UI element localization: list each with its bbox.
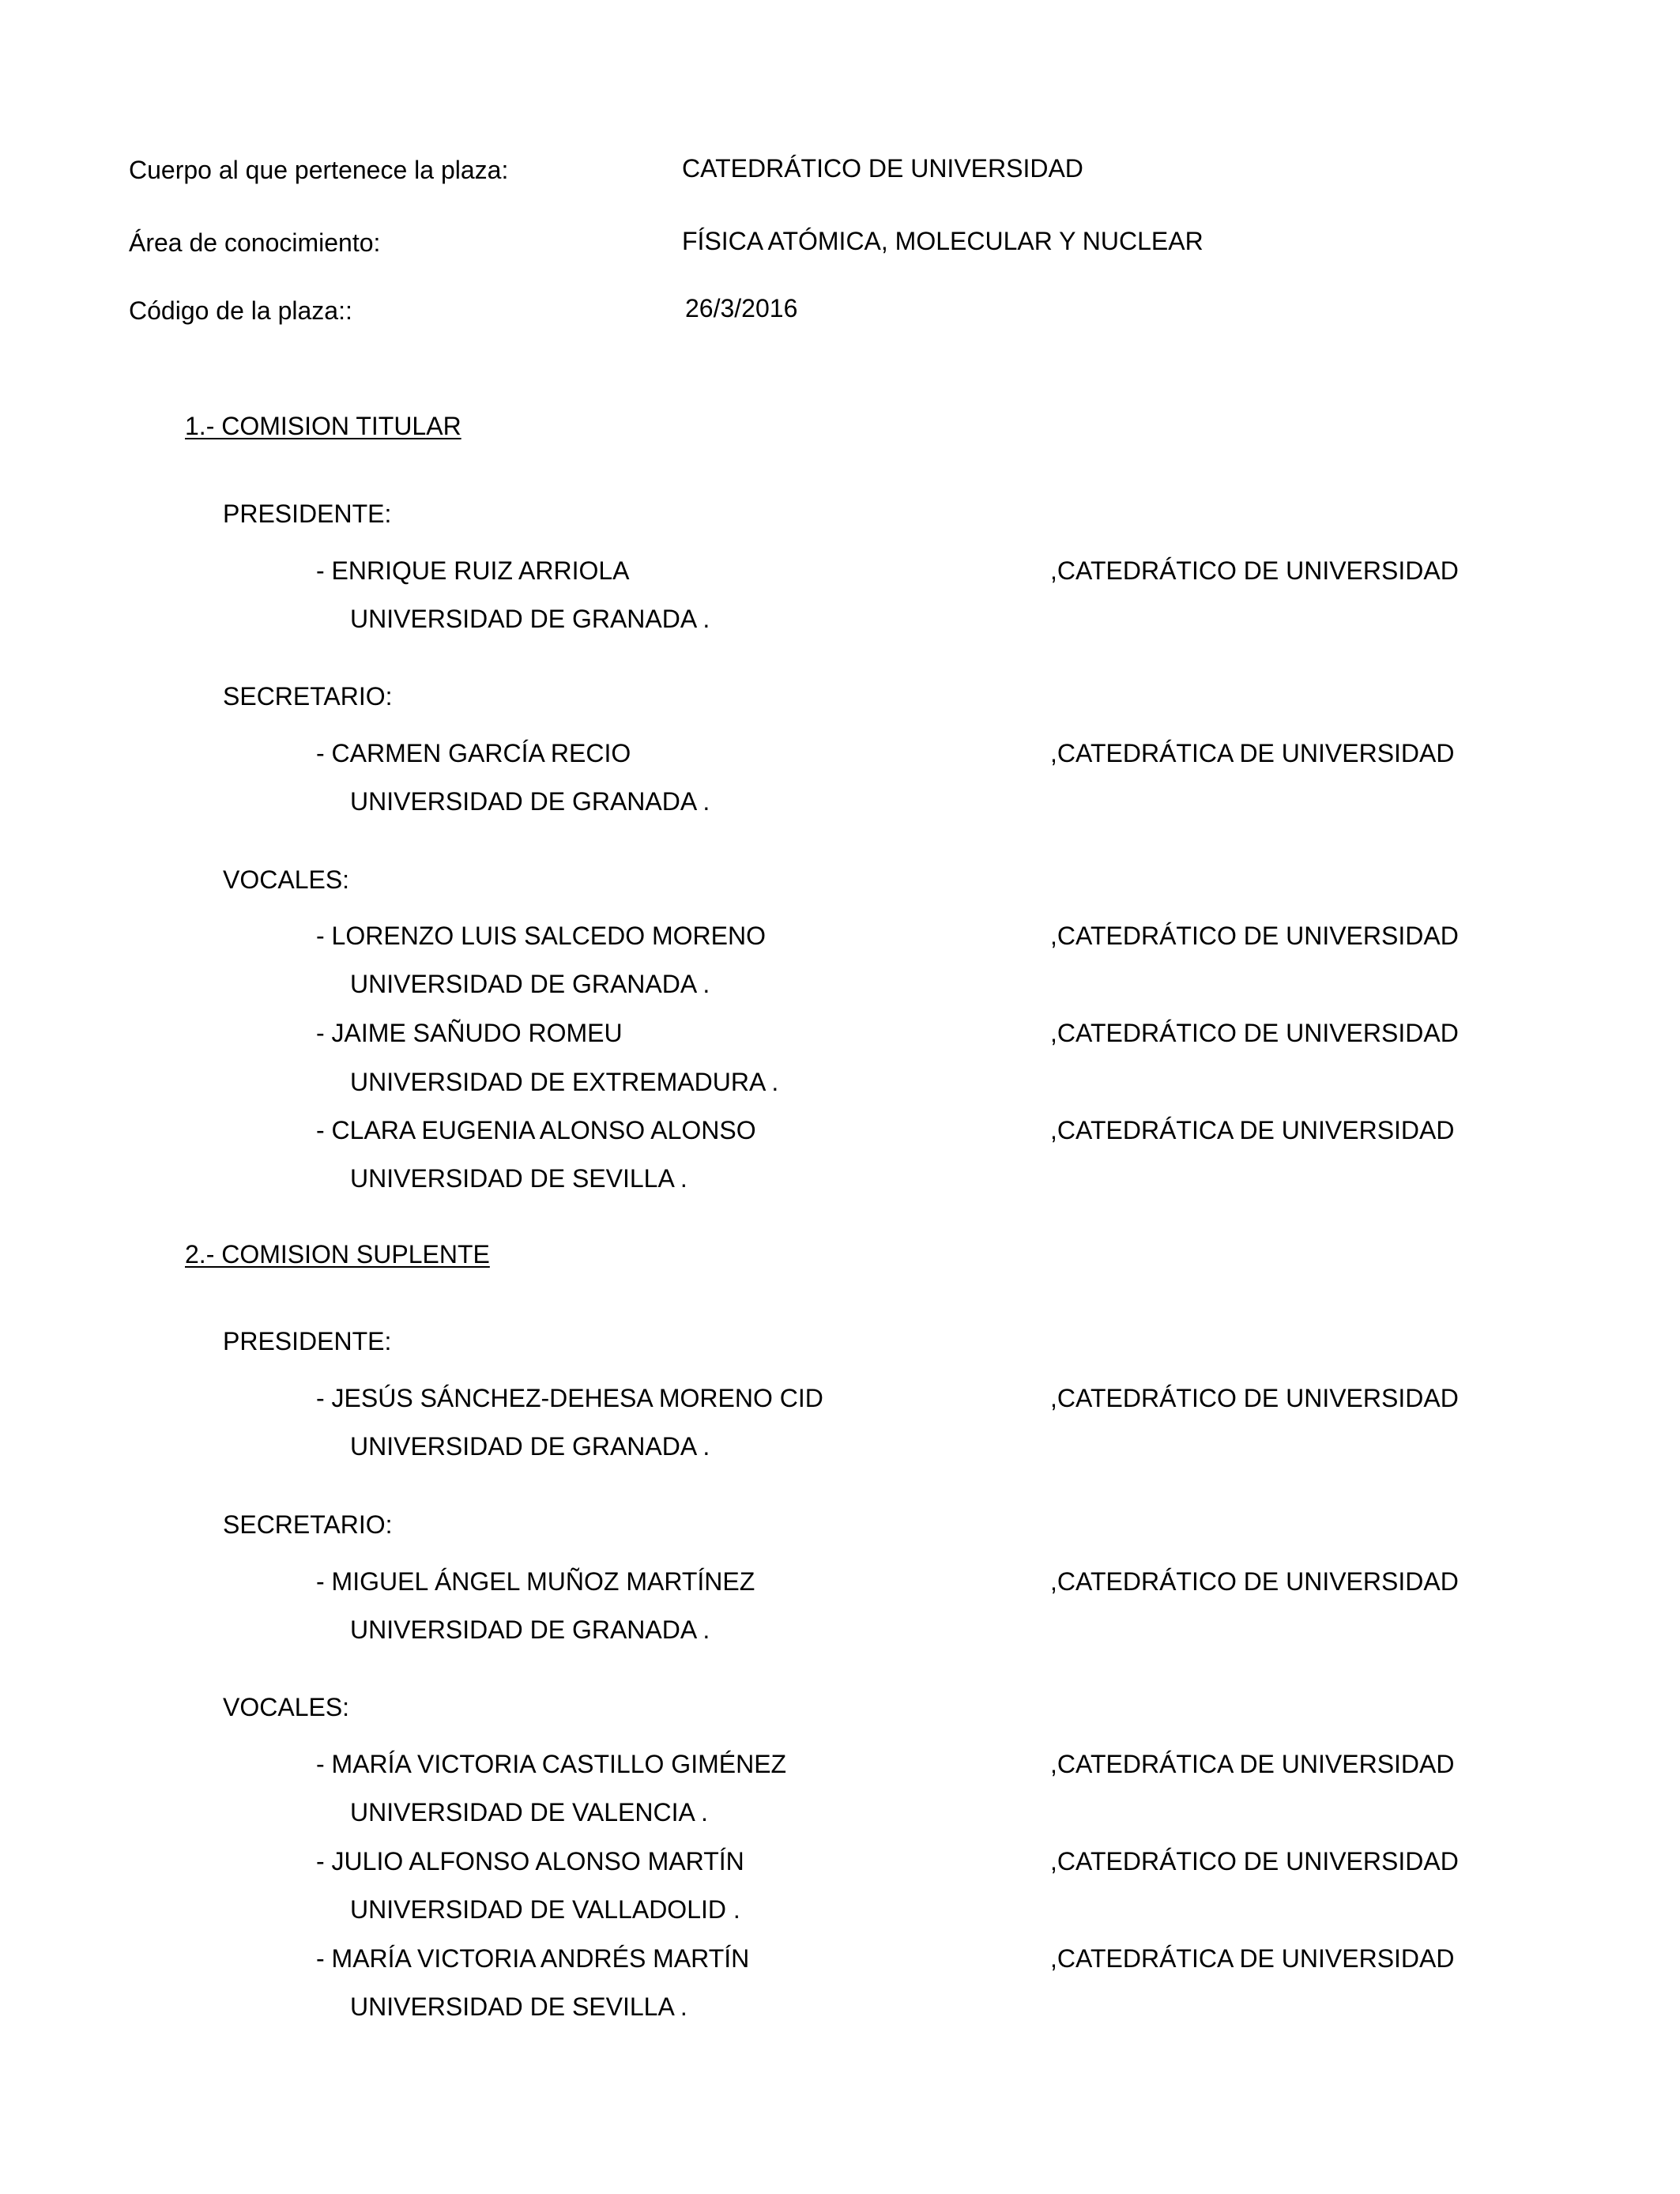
header-value-cuerpo: CATEDRÁTICO DE UNIVERSIDAD	[682, 154, 1083, 183]
member-position: ,CATEDRÁTICO DE UNIVERSIDAD	[1050, 1847, 1459, 1875]
member-name: - CARMEN GARCÍA RECIO	[316, 739, 631, 767]
member-university: UNIVERSIDAD DE EXTREMADURA .	[350, 1068, 779, 1096]
header-value-area: FÍSICA ATÓMICA, MOLECULAR Y NUCLEAR	[682, 227, 1203, 255]
member-name: - JAIME SAÑUDO ROMEU	[316, 1019, 623, 1047]
member-position: ,CATEDRÁTICO DE UNIVERSIDAD	[1050, 556, 1459, 585]
member-name: - JULIO ALFONSO ALONSO MARTÍN	[316, 1847, 744, 1875]
member-position: ,CATEDRÁTICA DE UNIVERSIDAD	[1050, 1750, 1455, 1778]
role-label-presidente: PRESIDENTE:	[223, 499, 392, 528]
header-label-area: Área de conocimiento:	[129, 228, 381, 257]
member-position: ,CATEDRÁTICO DE UNIVERSIDAD	[1050, 1019, 1459, 1047]
member-university: UNIVERSIDAD DE GRANADA .	[350, 1432, 710, 1461]
member-university: UNIVERSIDAD DE GRANADA .	[350, 1615, 710, 1644]
member-name: - CLARA EUGENIA ALONSO ALONSO	[316, 1116, 756, 1144]
member-name: - MARÍA VICTORIA ANDRÉS MARTÍN	[316, 1944, 750, 1973]
role-label-secretario: SECRETARIO:	[223, 682, 393, 711]
role-label-vocales: VOCALES:	[223, 865, 350, 894]
member-university: UNIVERSIDAD DE GRANADA .	[350, 970, 710, 998]
member-university: UNIVERSIDAD DE VALLADOLID .	[350, 1895, 740, 1924]
member-position: ,CATEDRÁTICA DE UNIVERSIDAD	[1050, 1944, 1455, 1973]
member-name: - LORENZO LUIS SALCEDO MORENO	[316, 922, 766, 950]
member-position: ,CATEDRÁTICA DE UNIVERSIDAD	[1050, 1116, 1455, 1144]
member-position: ,CATEDRÁTICO DE UNIVERSIDAD	[1050, 1567, 1459, 1596]
member-name: - MIGUEL ÁNGEL MUÑOZ MARTÍNEZ	[316, 1567, 755, 1596]
member-university: UNIVERSIDAD DE GRANADA .	[350, 605, 710, 633]
member-university: UNIVERSIDAD DE SEVILLA .	[350, 1992, 687, 2021]
member-university: UNIVERSIDAD DE GRANADA .	[350, 787, 710, 816]
member-position: ,CATEDRÁTICA DE UNIVERSIDAD	[1050, 739, 1455, 767]
member-position: ,CATEDRÁTICO DE UNIVERSIDAD	[1050, 922, 1459, 950]
header-label-codigo: Código de la plaza::	[129, 296, 352, 325]
member-university: UNIVERSIDAD DE VALENCIA .	[350, 1798, 708, 1826]
header-label-cuerpo: Cuerpo al que pertenece la plaza:	[129, 156, 509, 184]
role-label-secretario: SECRETARIO:	[223, 1510, 393, 1539]
member-name: - MARÍA VICTORIA CASTILLO GIMÉNEZ	[316, 1750, 787, 1778]
member-university: UNIVERSIDAD DE SEVILLA .	[350, 1164, 687, 1193]
member-name: - JESÚS SÁNCHEZ-DEHESA MORENO CID	[316, 1384, 823, 1412]
role-label-vocales: VOCALES:	[223, 1693, 350, 1721]
section-title-suplente: 2.- COMISION SUPLENTE	[185, 1240, 490, 1269]
role-label-presidente: PRESIDENTE:	[223, 1327, 392, 1355]
section-title-titular: 1.- COMISION TITULAR	[185, 412, 461, 440]
header-value-codigo: 26/3/2016	[685, 294, 798, 322]
member-name: - ENRIQUE RUIZ ARRIOLA	[316, 556, 630, 585]
member-position: ,CATEDRÁTICO DE UNIVERSIDAD	[1050, 1384, 1459, 1412]
